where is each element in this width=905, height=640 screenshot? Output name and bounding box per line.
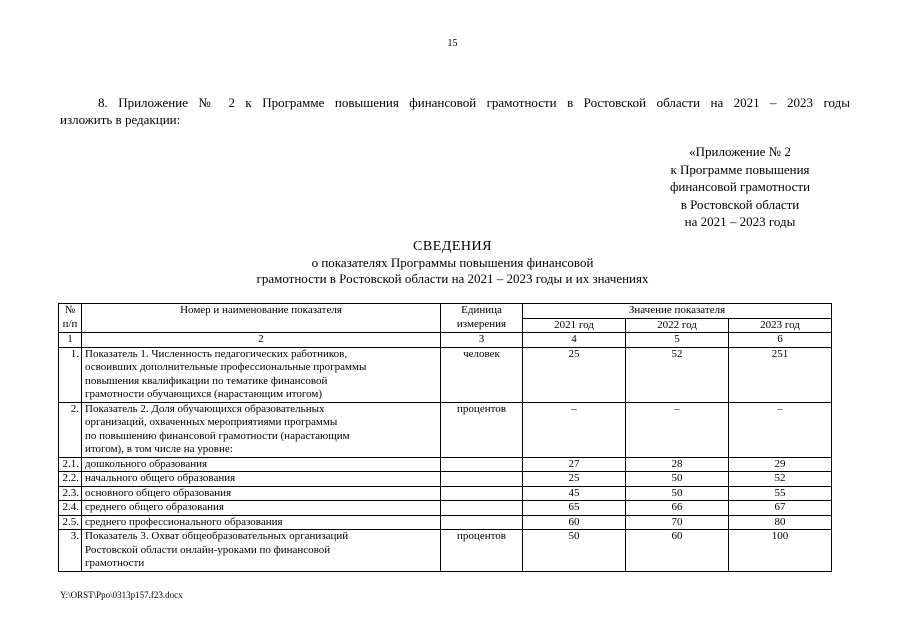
- row-value-2021: 25: [523, 472, 626, 487]
- row-indicator-name: [82, 472, 441, 487]
- table-body: [59, 347, 832, 571]
- row-indicator-name: [82, 515, 441, 530]
- row-value-2021: 45: [523, 486, 626, 501]
- header-year-2021: 2021 год: [523, 318, 626, 333]
- row-unit: [441, 457, 523, 472]
- row-value-2023: 100: [729, 530, 832, 572]
- row-unit: процентов: [441, 530, 523, 572]
- row-value-2023: 80: [729, 515, 832, 530]
- indicator-name-line: Показатель 3. Охват общеобразовательных организаций: [85, 530, 349, 542]
- header-unit-line-2: измерения: [456, 317, 507, 330]
- table-row: [59, 402, 832, 457]
- indicator-name-line: организаций, охваченных мероприятиями программы: [85, 416, 338, 428]
- indicators-table-wrapper: [58, 303, 832, 572]
- appendix-line: «Приложение № 2: [689, 144, 791, 159]
- row-unit: [441, 486, 523, 501]
- colnum-cell: 5: [626, 333, 729, 348]
- row-value-2021: 27: [523, 457, 626, 472]
- appendix-header: [640, 143, 840, 231]
- indicator-name-line: основного общего образования: [85, 486, 232, 499]
- row-value-2021: 65: [523, 501, 626, 516]
- appendix-line: к Программе повышения: [670, 161, 810, 177]
- row-indicator-name: [82, 347, 441, 402]
- table-row: [59, 347, 832, 402]
- indicator-name-line: среднего профессионального образования: [85, 515, 283, 528]
- row-value-2023: 29: [729, 457, 832, 472]
- colnum-cell: 6: [729, 333, 832, 348]
- page-number: 15: [447, 38, 458, 49]
- heading-line-1: о показателях Программы повышения финансовой: [311, 255, 594, 270]
- header-unit-line-1: Единица: [461, 304, 502, 316]
- row-unit: [441, 501, 523, 516]
- indicator-name-line: по повышению финансовой грамотности (нарастающим: [85, 429, 350, 442]
- row-number: 2.1.: [59, 457, 82, 472]
- colnum-cell: 1: [59, 333, 82, 348]
- row-value-2021: 25: [523, 347, 626, 402]
- indicator-name-line: повышения квалификации по тематике финансовой: [85, 374, 328, 387]
- indicator-name-line: Показатель 2. Доля обучающихся образовательных: [85, 402, 325, 415]
- row-value-2023: 251: [729, 347, 832, 402]
- row-value-2022: 70: [626, 515, 729, 530]
- heading-line-2: грамотности в Ростовской области на 2021 – 2023 годы и их значениях: [256, 271, 649, 286]
- row-value-2023: 67: [729, 501, 832, 516]
- colnum-cell: 2: [82, 333, 441, 348]
- row-value-2022: 66: [626, 501, 729, 516]
- row-unit: [441, 472, 523, 487]
- indicator-name-line: итогом), в том числе на уровне:: [85, 443, 233, 455]
- header-values: Значение показателя: [523, 304, 832, 319]
- row-value-2023: 55: [729, 486, 832, 501]
- row-value-2021: 60: [523, 515, 626, 530]
- intro-paragraph: [60, 94, 850, 128]
- appendix-line: на 2021 – 2023 годы: [684, 214, 796, 229]
- indicator-name-line: грамотности: [85, 557, 145, 569]
- indicators-table: [58, 303, 832, 572]
- table-colnum-row: [59, 333, 832, 348]
- row-value-2023: 52: [729, 472, 832, 487]
- appendix-line: финансовой грамотности: [669, 179, 811, 194]
- row-number: 3.: [59, 530, 82, 572]
- row-value-2022: 60: [626, 530, 729, 572]
- header-num-line-2: п/п: [62, 317, 78, 330]
- row-indicator-name: [82, 501, 441, 516]
- header-name: Номер и наименование показателя: [82, 304, 441, 333]
- row-value-2021: 50: [523, 530, 626, 572]
- table-row: [59, 501, 832, 516]
- indicator-name-line: Ростовской области онлайн-уроками по финансовой: [85, 543, 331, 556]
- row-indicator-name: [82, 486, 441, 501]
- row-indicator-name: [82, 530, 441, 572]
- row-number: 2.5.: [59, 515, 82, 530]
- row-value-2022: 52: [626, 347, 729, 402]
- indicator-name-line: грамотности обучающихся (нарастающим итогом): [85, 388, 323, 400]
- row-value-2022: 50: [626, 472, 729, 487]
- footer-file-path: Y:\ORST\Ppo\0313p157.f23.docx: [60, 590, 183, 600]
- indicator-name-line: среднего общего образования: [85, 501, 224, 513]
- indicator-name-line: дошкольного образования: [85, 457, 208, 470]
- row-number: 2.3.: [59, 486, 82, 501]
- row-unit: [441, 515, 523, 530]
- row-number: 2.: [59, 402, 82, 457]
- table-row: [59, 457, 832, 472]
- indicator-name-line: начального общего образования: [85, 472, 236, 484]
- row-indicator-name: [82, 402, 441, 457]
- header-unit: [441, 304, 523, 333]
- row-unit: процентов: [441, 402, 523, 457]
- indicator-name-line: Показатель 1. Численность педагогических работников,: [85, 347, 348, 360]
- row-value-2022: –: [626, 402, 729, 457]
- header-num: [59, 304, 82, 333]
- table-row: [59, 515, 832, 530]
- intro-line-1: 8. Приложение № 2 к Программе повышения финансовой грамотности в Ростовской области на 2021 – 2023 годы: [98, 95, 850, 110]
- row-value-2023: –: [729, 402, 832, 457]
- header-num-line-1: №: [64, 304, 76, 316]
- row-value-2022: 28: [626, 457, 729, 472]
- table-row: [59, 486, 832, 501]
- table-header-row: [59, 304, 832, 319]
- row-number: 2.4.: [59, 501, 82, 516]
- header-year-2022: 2022 год: [626, 318, 729, 333]
- intro-line-2: изложить в редакции:: [60, 112, 181, 127]
- appendix-line: в Ростовской области: [680, 196, 800, 212]
- colnum-cell: 4: [523, 333, 626, 348]
- table-row: [59, 472, 832, 487]
- header-year-2023: 2023 год: [729, 318, 832, 333]
- row-number: 1.: [59, 347, 82, 402]
- row-value-2022: 50: [626, 486, 729, 501]
- colnum-cell: 3: [441, 333, 523, 348]
- heading-title: СВЕДЕНИЯ: [413, 239, 492, 254]
- row-unit: человек: [441, 347, 523, 402]
- row-value-2021: –: [523, 402, 626, 457]
- row-number: 2.2.: [59, 472, 82, 487]
- table-row: [59, 530, 832, 572]
- document-heading: [0, 238, 905, 287]
- indicator-name-line: освоивших дополнительные профессиональные программы: [85, 361, 367, 373]
- row-indicator-name: [82, 457, 441, 472]
